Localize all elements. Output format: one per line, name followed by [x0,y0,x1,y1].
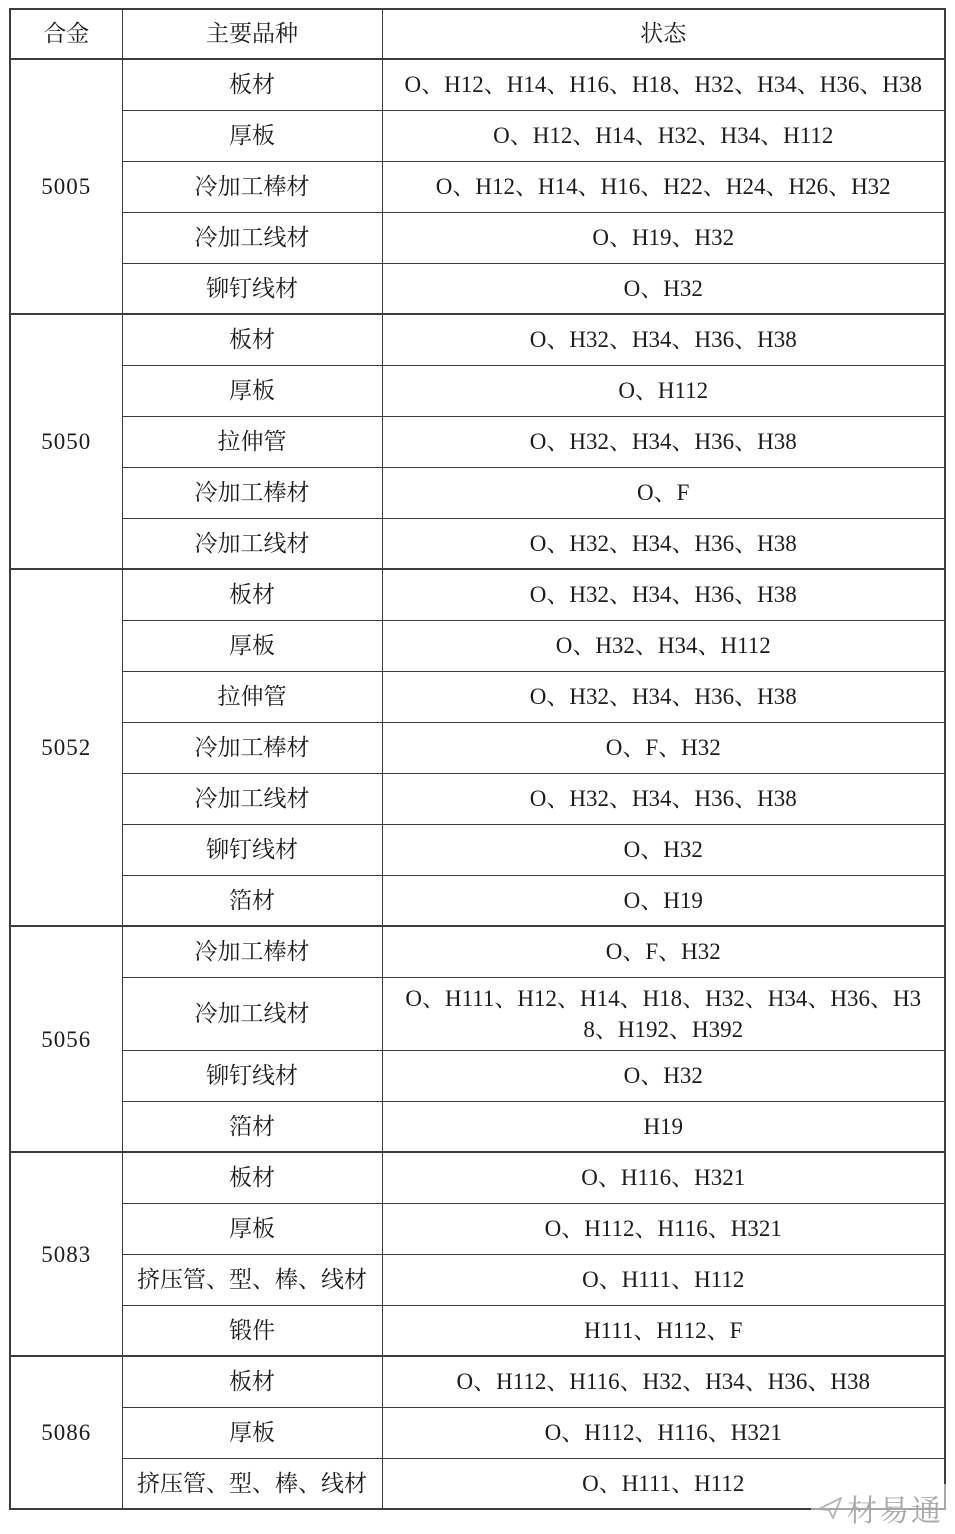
variety-cell: 铆钉线材 [122,1050,382,1101]
state-cell: O、H111、H112 [382,1458,945,1509]
variety-cell: 厚板 [122,620,382,671]
table-row [10,1050,945,1101]
variety-cell: 板材 [122,1152,382,1203]
variety-cell: 厚板 [122,110,382,161]
state-cell: O、F、H32 [382,926,945,977]
table-row [10,416,945,467]
table-row [10,467,945,518]
table-row [10,926,945,977]
alloy-cell: 5005 [10,59,122,314]
alloy-temper-table [9,8,946,1510]
table-container [9,8,946,1510]
header-row [10,9,945,59]
table-row [10,1152,945,1203]
variety-cell: 冷加工棒材 [122,926,382,977]
state-cell: O、H112、H116、H32、H34、H36、H38 [382,1356,945,1407]
state-cell: O、H19、H32 [382,212,945,263]
header-variety: 主要品种 [122,9,382,59]
variety-cell: 板材 [122,569,382,620]
state-cell: O、H32、H34、H36、H38 [382,416,945,467]
state-cell: H19 [382,1101,945,1152]
table-row [10,875,945,926]
variety-cell: 厚板 [122,1203,382,1254]
table-row [10,212,945,263]
table-row [10,773,945,824]
table-row [10,1305,945,1356]
variety-cell: 冷加工棒材 [122,722,382,773]
table-row [10,620,945,671]
state-cell: O、H32、H34、H36、H38 [382,518,945,569]
variety-cell: 板材 [122,314,382,365]
variety-cell: 挤压管、型、棒、线材 [122,1254,382,1305]
state-cell: O、H32、H34、H36、H38 [382,671,945,722]
table-header [10,9,945,59]
alloy-cell: 5083 [10,1152,122,1356]
table-row [10,977,945,1050]
table-row [10,722,945,773]
table-body [10,59,945,1509]
variety-cell: 箔材 [122,1101,382,1152]
variety-cell: 冷加工线材 [122,977,382,1050]
variety-cell: 冷加工线材 [122,518,382,569]
state-cell: O、H32、H34、H36、H38 [382,773,945,824]
table-row [10,365,945,416]
state-cell: O、H32 [382,824,945,875]
variety-cell: 厚板 [122,365,382,416]
table-row [10,1101,945,1152]
state-cell: O、F、H32 [382,722,945,773]
state-cell: O、H32、H34、H36、H38 [382,314,945,365]
header-alloy: 合金 [10,9,122,59]
table-row [10,1458,945,1509]
table-row [10,110,945,161]
state-cell: O、H32、H34、H36、H38 [382,569,945,620]
table-row [10,263,945,314]
state-cell: O、H112、H116、H321 [382,1203,945,1254]
table-row [10,518,945,569]
watermark-text: 材易通 [847,1495,943,1528]
alloy-cell: 5086 [10,1356,122,1509]
state-cell: O、H32 [382,263,945,314]
state-cell: O、H112 [382,365,945,416]
variety-cell: 冷加工线材 [122,212,382,263]
state-cell: O、H32 [382,1050,945,1101]
variety-cell: 拉伸管 [122,671,382,722]
state-cell: O、H19 [382,875,945,926]
state-cell: O、H111、H112 [382,1254,945,1305]
variety-cell: 挤压管、型、棒、线材 [122,1458,382,1509]
table-row [10,161,945,212]
table-row [10,1203,945,1254]
table-row [10,1407,945,1458]
variety-cell: 拉伸管 [122,416,382,467]
variety-cell: 锻件 [122,1305,382,1356]
alloy-cell: 5052 [10,569,122,926]
table-row [10,59,945,110]
alloy-cell: 5056 [10,926,122,1152]
state-cell: O、H111、H12、H14、H18、H32、H34、H36、H38、H192、H392 [382,977,945,1050]
variety-cell: 板材 [122,1356,382,1407]
state-cell: H111、H112、F [382,1305,945,1356]
table-row [10,1254,945,1305]
variety-cell: 冷加工棒材 [122,161,382,212]
table-row [10,671,945,722]
state-cell: O、H12、H14、H32、H34、H112 [382,110,945,161]
state-cell: O、F [382,467,945,518]
variety-cell: 冷加工线材 [122,773,382,824]
alloy-cell: 5050 [10,314,122,569]
header-state: 状态 [382,9,945,59]
table-row [10,569,945,620]
variety-cell: 铆钉线材 [122,824,382,875]
state-cell: O、H12、H14、H16、H22、H24、H26、H32 [382,161,945,212]
state-cell: O、H116、H321 [382,1152,945,1203]
variety-cell: 冷加工棒材 [122,467,382,518]
state-cell: O、H12、H14、H16、H18、H32、H34、H36、H38 [382,59,945,110]
variety-cell: 铆钉线材 [122,263,382,314]
state-cell: O、H32、H34、H112 [382,620,945,671]
state-cell: O、H112、H116、H321 [382,1407,945,1458]
variety-cell: 板材 [122,59,382,110]
table-row [10,1356,945,1407]
table-row [10,314,945,365]
variety-cell: 厚板 [122,1407,382,1458]
table-row [10,824,945,875]
variety-cell: 箔材 [122,875,382,926]
